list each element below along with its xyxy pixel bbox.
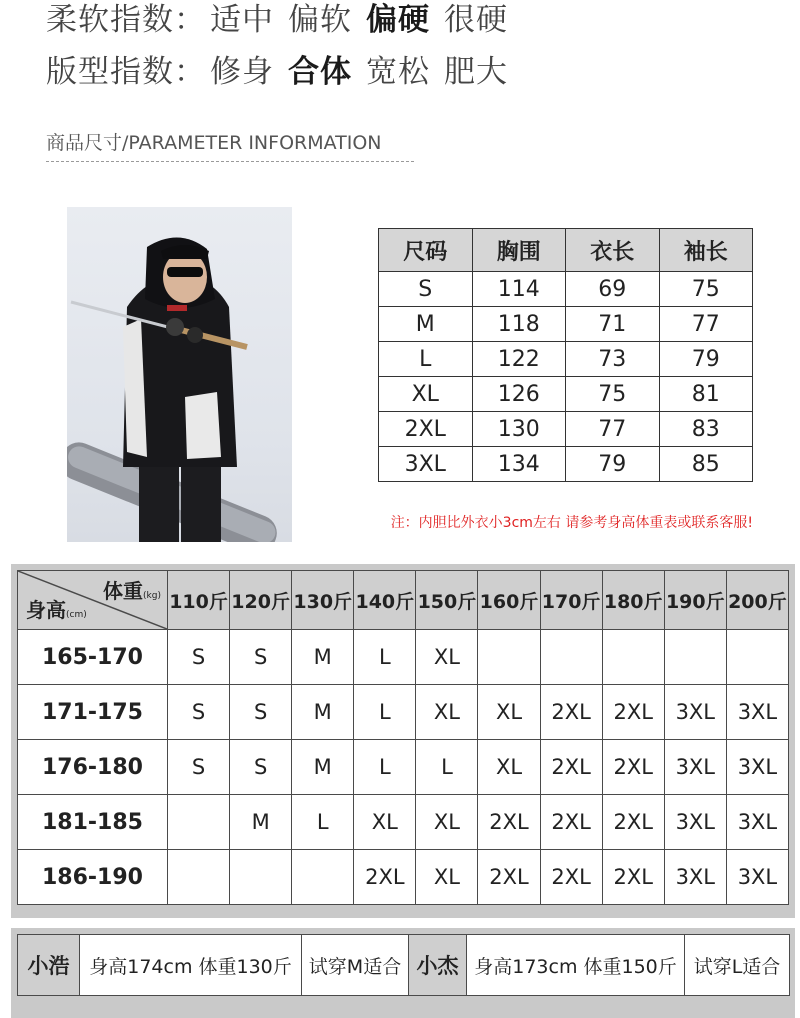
size-cell (230, 850, 292, 905)
height-range: 165-170 (18, 630, 168, 685)
size-cell: 2XL (540, 795, 602, 850)
table-cell: L (379, 342, 473, 377)
table-row (18, 630, 789, 685)
size-cell: M (292, 740, 354, 795)
weight-label: 体重 (103, 579, 144, 603)
size-cell: 2XL (540, 685, 602, 740)
weight-header: 120斤 (230, 571, 292, 630)
table-cell: 75 (659, 272, 753, 307)
size-table (378, 228, 753, 482)
model-stats: 身高174cm 体重130斤 (80, 935, 302, 996)
table-cell: 134 (472, 447, 566, 482)
table-cell: 130 (472, 412, 566, 447)
header-cell: 胸围 (472, 229, 566, 272)
size-cell: 3XL (726, 740, 788, 795)
table-cell: 122 (472, 342, 566, 377)
size-cell: S (230, 740, 292, 795)
size-cell: XL (416, 795, 478, 850)
table-cell: 77 (659, 307, 753, 342)
size-cell: 3XL (664, 795, 726, 850)
weight-header: 130斤 (292, 571, 354, 630)
weight-axis-label (103, 575, 161, 604)
table-cell: 73 (566, 342, 660, 377)
model-fitting-table (17, 934, 790, 996)
weight-unit: (kg) (143, 591, 161, 601)
softness-option-selected: 偏硬 (366, 1, 430, 38)
header-cell: 袖长 (659, 229, 753, 272)
size-cell: L (354, 740, 416, 795)
fit-index (46, 48, 522, 88)
size-cell: 3XL (664, 740, 726, 795)
weight-header: 190斤 (664, 571, 726, 630)
size-cell (540, 630, 602, 685)
weight-header: 160斤 (478, 571, 540, 630)
table-cell: 114 (472, 272, 566, 307)
size-cell: L (354, 685, 416, 740)
height-range: 171-175 (18, 685, 168, 740)
size-cell: 2XL (602, 685, 664, 740)
fit-option: 宽松 (366, 53, 430, 90)
table-cell: S (379, 272, 473, 307)
size-cell (292, 850, 354, 905)
table-cell: M (379, 307, 473, 342)
table-cell: 85 (659, 447, 753, 482)
height-unit: (cm) (66, 610, 87, 620)
size-cell: XL (416, 685, 478, 740)
table-cell: 81 (659, 377, 753, 412)
fit-option: 肥大 (444, 53, 508, 90)
size-cell (168, 850, 230, 905)
table-row (379, 412, 753, 447)
weight-header: 200斤 (726, 571, 788, 630)
height-label: 身高 (26, 598, 66, 622)
table-row (18, 685, 789, 740)
header-cell: 衣长 (566, 229, 660, 272)
size-cell: XL (478, 685, 540, 740)
table-row (379, 447, 753, 482)
table-row (379, 272, 753, 307)
table-cell: 77 (566, 412, 660, 447)
size-cell: 2XL (540, 850, 602, 905)
weight-header: 110斤 (168, 571, 230, 630)
softness-option: 适中 (210, 1, 274, 38)
table-cell: 126 (472, 377, 566, 412)
table-cell: 75 (566, 377, 660, 412)
weight-header: 140斤 (354, 571, 416, 630)
table-cell: 79 (659, 342, 753, 377)
size-cell: 3XL (726, 685, 788, 740)
table-cell: 3XL (379, 447, 473, 482)
size-cell (478, 630, 540, 685)
height-axis-label (26, 594, 87, 623)
size-cell: M (292, 685, 354, 740)
table-row (18, 935, 790, 996)
model-result: 试穿M适合 (302, 935, 409, 996)
size-cell: S (168, 685, 230, 740)
table-row (18, 850, 789, 905)
size-cell: XL (416, 850, 478, 905)
height-range: 176-180 (18, 740, 168, 795)
size-cell: XL (416, 630, 478, 685)
model-stats: 身高173cm 体重150斤 (467, 935, 685, 996)
softness-option: 偏软 (288, 1, 352, 38)
table-cell: 69 (566, 272, 660, 307)
size-cell: 2XL (602, 850, 664, 905)
size-cell: S (168, 630, 230, 685)
size-cell: 2XL (602, 740, 664, 795)
fit-option-selected: 合体 (288, 53, 352, 90)
size-cell: XL (354, 795, 416, 850)
size-cell (602, 630, 664, 685)
table-cell: 2XL (379, 412, 473, 447)
size-cell: M (292, 630, 354, 685)
weight-header-row (18, 571, 789, 630)
size-cell: L (292, 795, 354, 850)
table-cell: XL (379, 377, 473, 412)
size-cell: 2XL (354, 850, 416, 905)
softness-index (46, 0, 522, 36)
height-range: 181-185 (18, 795, 168, 850)
size-cell (168, 795, 230, 850)
height-weight-table (17, 570, 789, 905)
size-cell: XL (478, 740, 540, 795)
table-cell: 71 (566, 307, 660, 342)
weight-header: 180斤 (602, 571, 664, 630)
model-name: 小杰 (409, 935, 467, 996)
height-range: 186-190 (18, 850, 168, 905)
model-illustration (67, 207, 292, 542)
size-cell (664, 630, 726, 685)
size-note: 注：内胆比外衣小3cm左右 请参考身高体重表或联系客服! (390, 515, 753, 531)
softness-option: 很硬 (444, 1, 508, 38)
header-cell: 尺码 (379, 229, 473, 272)
size-cell: M (230, 795, 292, 850)
table-row (18, 795, 789, 850)
size-cell (726, 630, 788, 685)
weight-header: 170斤 (540, 571, 602, 630)
table-cell: 83 (659, 412, 753, 447)
fit-label: 版型指数： (46, 53, 206, 90)
size-cell: 3XL (726, 795, 788, 850)
table-cell: 79 (566, 447, 660, 482)
size-cell: 3XL (664, 850, 726, 905)
weight-header: 150斤 (416, 571, 478, 630)
size-table-header (379, 229, 753, 272)
size-cell: 2XL (478, 850, 540, 905)
table-row (379, 307, 753, 342)
fit-option: 修身 (210, 53, 274, 90)
softness-label: 柔软指数： (46, 1, 206, 38)
product-photo (67, 207, 292, 542)
model-name: 小浩 (18, 935, 80, 996)
model-result: 试穿L适合 (685, 935, 790, 996)
size-cell: S (168, 740, 230, 795)
size-cell: L (416, 740, 478, 795)
size-cell: S (230, 630, 292, 685)
size-cell: S (230, 685, 292, 740)
size-cell: 3XL (664, 685, 726, 740)
size-cell: 2XL (478, 795, 540, 850)
table-row (18, 740, 789, 795)
parameter-section-title: 商品尺寸/PARAMETER INFORMATION (46, 128, 414, 162)
size-cell: 3XL (726, 850, 788, 905)
table-row (379, 342, 753, 377)
height-weight-panel (11, 564, 795, 918)
corner-cell (18, 571, 168, 630)
size-cell: 2XL (540, 740, 602, 795)
size-cell: L (354, 630, 416, 685)
size-cell: 2XL (602, 795, 664, 850)
table-cell: 118 (472, 307, 566, 342)
table-row (379, 377, 753, 412)
